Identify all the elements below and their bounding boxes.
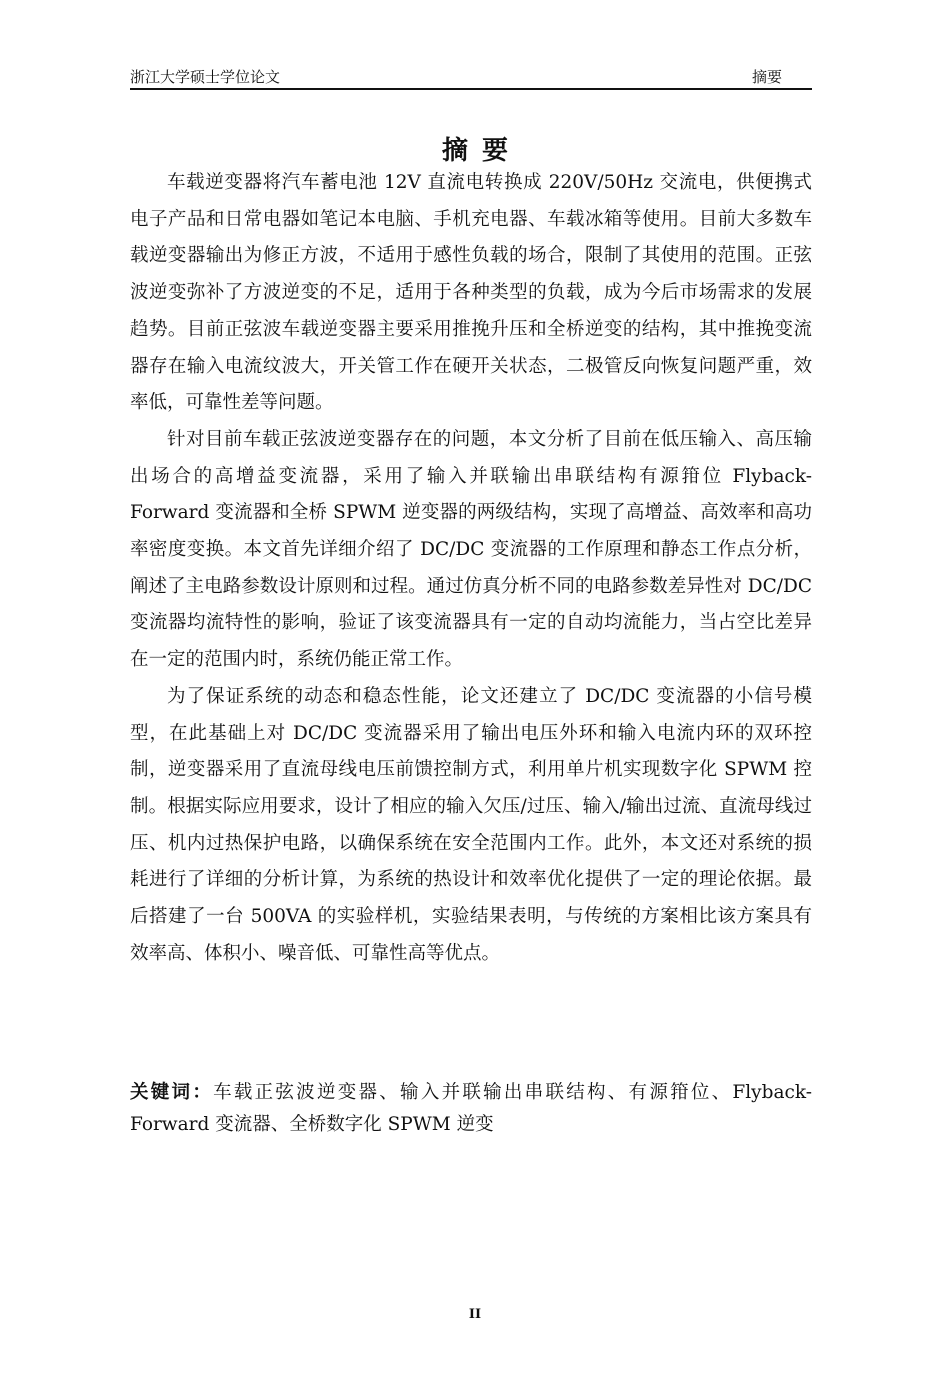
page-title: 摘要	[441, 136, 522, 166]
keywords-block	[130, 1077, 812, 1141]
page-number: II	[468, 1307, 482, 1322]
abstract-paragraph-3: 为了保证系统的动态和稳态性能，论文还建立了 DC/DC 变流器的小信号模型，在此基础上对 DC/DC 变流器采用了输出电压外环和输入电流内环的双环控制，逆变器采用了直流母线电压前馈控制方式，利用单片机实现数字化 SPWM 控制。根据实际应用要求，设计了相应的输入欠压/过压、输入/输出过流、直流母线过压、机内过热保护电路，以确保系统在安全范围内工作。此外，本文还对系统的损耗进行了详细的分析计算，为系统的热设计和效率优化提供了一定的理论依据。最后搭建了一台 500VA 的实验样机，实验结果表明，与传统的方案相比该方案具有效率高、体积小、噪音低、可靠性高等优点。	[130, 685, 812, 964]
header-section-name: 摘要	[751, 68, 782, 86]
keywords-text: 车载正弦波逆变器、输入并联输出串联结构、有源箝位、Flyback-Forward 变流器、全桥数字化 SPWM 逆变	[130, 1082, 812, 1135]
header-thesis-title: 浙江大学硕士学位论文	[130, 68, 281, 86]
abstract-paragraph-2: 针对目前车载正弦波逆变器存在的问题，本文分析了目前在低压输入、高压输出场合的高增益变流器，采用了输入并联输出串联结构有源箝位 Flyback-Forward 变流器和全桥 SPWM 逆变器的两级结构，实现了高增益、高效率和高功率密度变换。本文首先详细介绍了 DC/DC 变流器的工作原理和静态工作点分析，阐述了主电路参数设计原则和过程。通过仿真分析不同的电路参数差异性对 DC/DC 变流器均流特性的影响，验证了该变流器具有一定的自动均流能力，当占空比差异在一定的范围内时，系统仍能正常工作。	[130, 428, 812, 671]
abstract-body	[130, 165, 812, 972]
keywords-label: 关键词：	[130, 1082, 214, 1103]
abstract-paragraph-1: 车载逆变器将汽车蓄电池 12V 直流电转换成 220V/50Hz 交流电，供便携式电子产品和日常电器如笔记本电脑、手机充电器、车载冰箱等使用。目前大多数车载逆变器输出为修正方波，不适用于感性负载的场合，限制了其使用的范围。正弦波逆变弥补了方波逆变的不足，适用于各种类型的负载，成为今后市场需求的发展趋势。目前正弦波车载逆变器主要采用推挽升压和全桥逆变的结构，其中推挽变流器存在输入电流纹波大，开关管工作在硬开关状态，二极管反向恢复问题严重，效率低，可靠性差等问题。	[130, 172, 812, 414]
running-header	[130, 62, 812, 90]
